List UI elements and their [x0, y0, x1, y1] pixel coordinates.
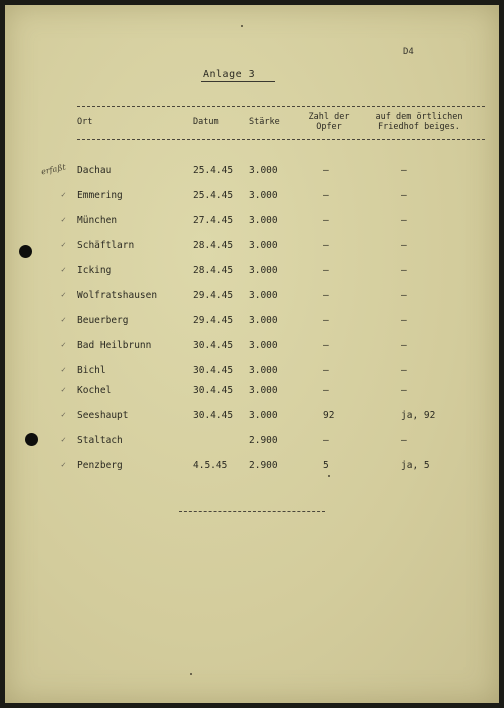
header-top-rule — [77, 106, 485, 107]
table-row — [5, 365, 499, 379]
speck — [241, 25, 243, 27]
cell-victims: – — [323, 265, 329, 276]
cell-buried: – — [401, 340, 407, 351]
cell-place: Staltach — [77, 435, 123, 446]
cell-strength: 3.000 — [249, 190, 278, 201]
cell-buried: – — [401, 290, 407, 301]
cell-date: 28.4.45 — [193, 240, 234, 251]
table-row — [5, 435, 499, 449]
cell-victims: – — [323, 165, 329, 176]
check-mark: ✓ — [61, 385, 66, 394]
table-row — [5, 410, 499, 424]
table-row — [5, 162, 499, 179]
speck — [190, 673, 192, 675]
cell-place: Kochel — [77, 385, 112, 396]
table-row — [5, 315, 499, 329]
table-row — [5, 215, 499, 229]
header-strength: Stärke — [249, 117, 280, 127]
cell-place: Bichl — [77, 365, 106, 376]
page-mark: D4 — [403, 47, 414, 57]
cell-victims: – — [323, 365, 329, 376]
table-row — [5, 290, 499, 304]
cell-buried: – — [401, 190, 407, 201]
cell-strength: 3.000 — [249, 340, 278, 351]
margin-annotation: erfaßt — [40, 162, 67, 177]
cell-place: München — [77, 215, 118, 226]
cell-buried: – — [401, 165, 407, 176]
cell-date: 29.4.45 — [193, 315, 234, 326]
cell-place: Penzberg — [77, 460, 123, 471]
cell-victims: – — [323, 215, 329, 226]
closing-rule — [179, 511, 325, 512]
cell-victims: – — [323, 290, 329, 301]
cell-date: 4.5.45 — [193, 460, 228, 471]
check-mark: ✓ — [61, 215, 66, 224]
cell-strength: 3.000 — [249, 215, 278, 226]
cell-place: Icking — [77, 265, 112, 276]
check-mark: ✓ — [61, 240, 66, 249]
header-place: Ort — [77, 117, 93, 127]
cell-place: Schäftlarn — [77, 240, 135, 251]
check-mark: ✓ — [61, 190, 66, 199]
cell-place: Bad Heilbrunn — [77, 340, 152, 351]
cell-buried: – — [401, 435, 407, 446]
cell-victims: – — [323, 385, 329, 396]
cell-strength: 2.900 — [249, 460, 278, 471]
speck — [328, 475, 330, 477]
cell-buried: – — [401, 240, 407, 251]
cell-victims: – — [323, 340, 329, 351]
cell-buried: ja, 5 — [401, 460, 430, 471]
cell-date: 30.4.45 — [193, 340, 234, 351]
cell-strength: 3.000 — [249, 265, 278, 276]
check-mark: ✓ — [61, 410, 66, 419]
cell-strength: 3.000 — [249, 365, 278, 376]
check-mark: ✓ — [61, 365, 66, 374]
cell-strength: 3.000 — [249, 240, 278, 251]
header-victims: Zahl der Opfer — [308, 112, 350, 132]
header-bottom-rule — [77, 139, 485, 140]
cell-buried: – — [401, 365, 407, 376]
header-date: Datum — [193, 117, 219, 127]
annex-title: Anlage 3 — [203, 69, 256, 80]
cell-victims: – — [323, 435, 329, 446]
cell-victims: 92 — [323, 410, 335, 421]
cell-place: Emmering — [77, 190, 123, 201]
cell-buried: – — [401, 385, 407, 396]
cell-date: 30.4.45 — [193, 365, 234, 376]
cell-place: Beuerberg — [77, 315, 129, 326]
cell-date: 25.4.45 — [193, 190, 234, 201]
cell-place: Dachau — [77, 165, 112, 176]
cell-strength: 3.000 — [249, 315, 278, 326]
cell-buried: – — [401, 265, 407, 276]
document-page — [5, 5, 499, 703]
check-mark: ✓ — [61, 265, 66, 274]
cell-victims: – — [323, 240, 329, 251]
check-mark: ✓ — [61, 460, 66, 469]
cell-victims: – — [323, 190, 329, 201]
check-mark: ✓ — [61, 340, 66, 349]
cell-strength: 3.000 — [249, 410, 278, 421]
cell-strength: 2.900 — [249, 435, 278, 446]
header-buried: auf dem örtlichen Friedhof beiges. — [375, 112, 463, 132]
cell-place: Wolfratshausen — [77, 290, 158, 301]
title-underline — [201, 81, 275, 82]
table-row — [5, 460, 499, 474]
cell-strength: 3.000 — [249, 385, 278, 396]
cell-date: 29.4.45 — [193, 290, 234, 301]
cell-buried: – — [401, 215, 407, 226]
check-mark: ✓ — [61, 290, 66, 299]
cell-victims: – — [323, 315, 329, 326]
table-row — [5, 240, 499, 254]
cell-date: 28.4.45 — [193, 265, 234, 276]
cell-date: 30.4.45 — [193, 385, 234, 396]
cell-strength: 3.000 — [249, 165, 278, 176]
cell-buried: – — [401, 315, 407, 326]
cell-victims: 5 — [323, 460, 329, 471]
cell-place: Seeshaupt — [77, 410, 129, 421]
cell-strength: 3.000 — [249, 290, 278, 301]
table-row — [5, 190, 499, 204]
check-mark: ✓ — [61, 435, 66, 444]
table-row — [5, 385, 499, 399]
check-mark: ✓ — [61, 315, 66, 324]
table-row — [5, 340, 499, 354]
cell-date: 30.4.45 — [193, 410, 234, 421]
cell-date: 27.4.45 — [193, 215, 234, 226]
cell-date: 25.4.45 — [193, 165, 234, 176]
cell-buried: ja, 92 — [401, 410, 436, 421]
table-row — [5, 265, 499, 279]
